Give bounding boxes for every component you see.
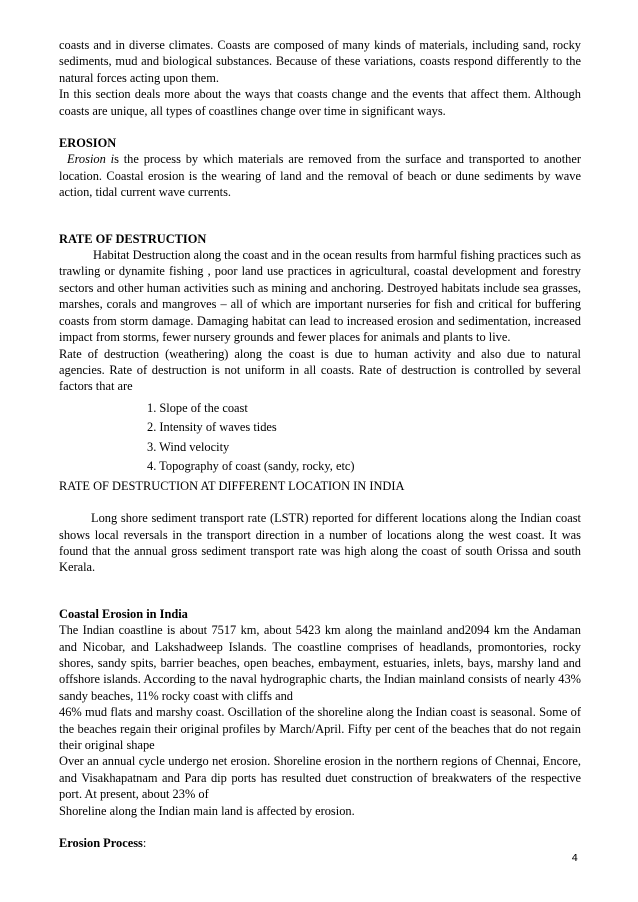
rate-of-destruction-paragraph: Rate of destruction (weathering) along the coast is due to human activity and also due to natural agencies. Rate of destruction is not uniform in all coasts. Rate of destruction is controlled by several factors that are [59,346,581,394]
habitat-destruction-paragraph: Habitat Destruction along the coast and in the ocean results from harmful fishing practices such as trawling or dynamite fishing , poor land use practices in agricultural, coastal development and forestry sectors and other human activities such as mining and anchoring. Destroyed habitats include sea grasses, marshes, corals and mangroves – all of which are important nurseries for fish and critical for buffering coasts from storm damage. Damaging habitat can lead to increased erosion and sedimentation, increased impact from storms, fewer nursery grounds and fewer places for animals and plants to live. [59,248,581,345]
lstr-paragraph: Long shore sediment transport rate (LSTR) reported for different locations along the Indian coast shows local reversals in the transport direction in a number of locations along the west coast. It was found that the annual gross sediment transport rate was high along the coast of south Orissa and south Kerala. [59,511,581,575]
erosion-heading: EROSION [59,136,117,151]
list-item: 1. Slope of the coast [147,400,248,415]
erosion-definition-text: s the process by which materials are removed from the surface and transported to another location. Coastal erosion is the wearing of land and the removal of beach or dune sediments by wave action, tidal current wave currents. [59,152,581,200]
erosion-process-title: Erosion Process [59,836,143,851]
list-item: 2. Intensity of waves tides [147,420,277,435]
erosion-process-colon: : [142,836,147,851]
erosion-definition [59,151,581,200]
erosion-term: Erosion i [67,152,115,167]
list-item: 4. Topography of coast (sandy, rocky, etc) [147,459,355,474]
rate-of-destruction-heading: RATE OF DESTRUCTION [59,231,207,246]
mudflats-paragraph: 46% mud flats and marshy coast. Oscillation of the shoreline along the Indian coast is seasonal. Some of the beaches regain their original profiles by March/April. Fifty per cent of the beaches that do not regain their original shape [59,705,581,752]
document-page [59,37,581,851]
coastal-erosion-india-heading: Coastal Erosion in India [59,606,188,621]
erosion-process-heading [59,835,581,851]
shoreline-paragraph: Shoreline along the Indian main land is affected by erosion. [59,803,355,818]
rate-at-locations-heading: RATE OF DESTRUCTION AT DIFFERENT LOCATION IN INDIA [59,478,405,493]
intro-paragraph-2: In this section deals more about the ways that coasts change and the events that affect them. Although coasts are unique, all types of coastlines change over time in significant ways. [59,87,581,118]
page-number: 4 [571,853,578,864]
annual-cycle-paragraph: Over an annual cycle undergo net erosion. Shoreline erosion in the northern regions of Chennai, Encore, and Visakhapatnam and Para dip ports has resulted duet construction of breakwaters of the respective port. At present, about 23% of [59,754,581,802]
coastline-paragraph: The Indian coastline is about 7517 km, about 5423 km along the mainland and2094 km the Andaman and Nicobar, and Lakshadweep Islands. The coastline comprises of headlands, promontories, rocky shores, sandy spits, barrier beaches, open beaches, embayment, estuaries, inlets, bays, marshy land and offshore islands. According to the naval hydrographic charts, the Indian mainland consists of nearly 43% sandy beaches, 11% rocky coast with cliffs and [59,623,581,703]
factors-list [59,399,581,477]
intro-paragraph-1: coasts and in diverse climates. Coasts are composed of many kinds of materials, including sand, rocky sediments, mud and biological substances. Because of these variations, coasts respond differently to the natural forces acting upon them. [59,38,581,85]
list-item: 3. Wind velocity [147,439,230,454]
